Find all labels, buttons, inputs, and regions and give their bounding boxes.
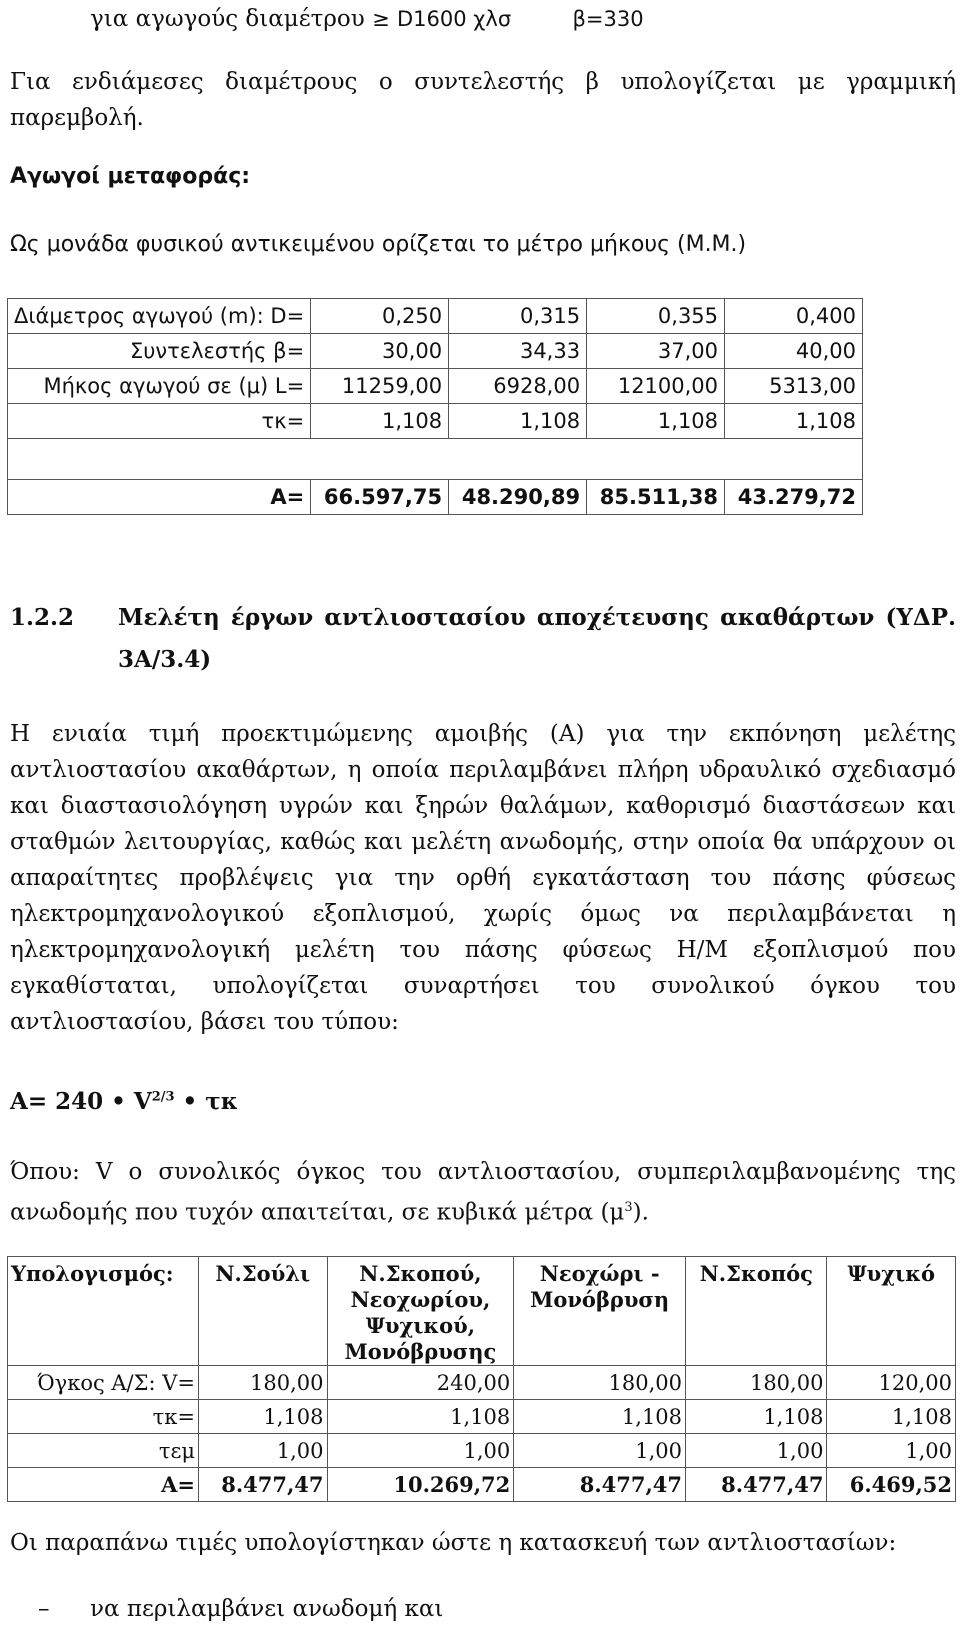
header-text: Νεοχωρίου, — [350, 1287, 491, 1312]
table-cell: 1,108 — [587, 404, 725, 439]
table-row — [8, 1400, 956, 1434]
cubic-superscript: 3 — [624, 1200, 633, 1215]
table-row — [8, 1434, 956, 1468]
table-cell: 0,315 — [449, 299, 587, 334]
fee-line-4: σταθμών λειτουργίας, καθώς και μελέτη ανωδομής, στην οποία θα υπάρχουν οι — [10, 829, 956, 855]
table-cell: 1,108 — [311, 404, 449, 439]
table-cell: 1,108 — [725, 404, 863, 439]
where-line-2 — [10, 1190, 649, 1231]
fee-line-7: ηλεκτρομηχανολογική μελέτη του πάσης φύσεως Η/Μ εξοπλισμού που — [10, 937, 956, 963]
header-skopou-group — [327, 1257, 514, 1366]
fee-line-1: Η ενιαία τιμή προεκτιμώμενης αμοιβής (Α) για την εκπόνηση μελέτης — [10, 721, 956, 747]
ge-symbol: ≥ — [372, 7, 390, 31]
header-text: Ν.Σκοπού, — [359, 1261, 482, 1286]
pump-station-fee-table — [7, 1256, 956, 1502]
table-header-row — [8, 1257, 956, 1366]
table-cell: 10.269,72 — [327, 1468, 514, 1502]
formula-exponent: 2/3 — [151, 1089, 175, 1105]
table-cell: 1,00 — [827, 1434, 956, 1468]
header-skopos — [686, 1257, 827, 1366]
interp-line-1: Για ενδιάμεσες διαμέτρους ο συντελεστής β υπολογίζεται με γραμμική — [10, 69, 956, 95]
table-cell: 1,00 — [514, 1434, 686, 1468]
empty-cell — [8, 439, 863, 480]
fee-line-9: αντλιοστασίου, βάσει του τύπου: — [10, 1009, 399, 1035]
table-row — [8, 334, 863, 369]
table-cell: 1,00 — [199, 1434, 328, 1468]
row-label: τκ= — [8, 1400, 199, 1434]
bullet-text: να περιλαμβάνει ανωδομή και — [90, 1596, 444, 1622]
fee-line-5: απαραίτητες προβλέψεις για την ορθή εγκατάσταση του πάσης φύσεως — [10, 865, 956, 891]
section-number: 1.2.2 — [10, 604, 75, 631]
closing-sentence: Οι παραπάνω τιμές υπολογίστηκαν ώστε η κατασκευή των αντλιοστασίων: — [10, 1530, 897, 1556]
table-cell: 8.477,47 — [199, 1468, 328, 1502]
table-cell: 40,00 — [725, 334, 863, 369]
bullet-dash: – — [38, 1596, 50, 1622]
where-line-1: Όπου: V ο συνολικός όγκος του αντλιοστασίου, συμπεριλαμβανομένης της — [10, 1159, 956, 1185]
table-cell: 1,108 — [199, 1400, 328, 1434]
header-neochori-monovrysi — [514, 1257, 686, 1366]
fee-line-6: ηλεκτρομηχανολογικού εξοπλισμού, χωρίς όμως να περιλαμβάνεται η — [10, 901, 956, 927]
section-title-line-1: Μελέτη έργων αντλιοστασίου αποχέτευσης ακαθάρτων (ΥΔΡ. — [118, 604, 956, 631]
table-cell: 6928,00 — [449, 369, 587, 404]
table-row — [8, 404, 863, 439]
table-cell: 12100,00 — [587, 369, 725, 404]
table-cell: 240,00 — [327, 1366, 514, 1400]
header-souli — [199, 1257, 328, 1366]
table-cell: 0,355 — [587, 299, 725, 334]
row-label: Διάμετρος αγωγού (m): D= — [8, 299, 311, 334]
diameter-text: για αγωγούς διαμέτρου — [90, 6, 365, 32]
beta-value: β=330 — [572, 7, 644, 31]
table-cell: 180,00 — [199, 1366, 328, 1400]
where-text: ανωδομής που τυχόν απαιτείται, σε κυβικά μέτρα (μ — [10, 1199, 625, 1226]
table-cell: 6.469,52 — [827, 1468, 956, 1502]
table-cell: 34,33 — [449, 334, 587, 369]
row-label: Όγκος Α/Σ: V= — [8, 1366, 199, 1400]
fee-formula — [10, 1088, 238, 1115]
header-text: Μονόβρυση — [530, 1287, 670, 1312]
header-text: Ν.Σκοπός — [699, 1261, 813, 1286]
table-cell: 5313,00 — [725, 369, 863, 404]
header-calculation — [8, 1257, 199, 1366]
where-end: ). — [632, 1199, 649, 1226]
diameter-line — [90, 6, 644, 32]
table-cell: 0,400 — [725, 299, 863, 334]
table-row-total — [8, 1468, 956, 1502]
table-cell: 180,00 — [686, 1366, 827, 1400]
header-psychiko — [827, 1257, 956, 1366]
table-cell: 120,00 — [827, 1366, 956, 1400]
pipes-fee-table — [7, 298, 863, 515]
fee-line-3: και διαστασιολόγηση υγρών και ξηρών θαλάμων, καθορισμό διαστάσεων και — [10, 793, 956, 819]
formula-tail: • τκ — [174, 1088, 238, 1115]
table-cell: 1,108 — [449, 404, 587, 439]
row-label: A= — [8, 1468, 199, 1502]
header-text: Υπολογισμός: — [11, 1261, 174, 1286]
table-row — [8, 369, 863, 404]
row-label: τκ= — [8, 404, 311, 439]
fee-line-8: εγκαθίσταται, υπολογίζεται συναρτήσει του συνολικού όγκου του — [10, 973, 956, 999]
section-title-line-2: 3Α/3.4) — [118, 646, 212, 673]
row-label: τεμ — [8, 1434, 199, 1468]
row-label: Συντελεστής β= — [8, 334, 311, 369]
table-cell: 66.597,75 — [311, 480, 449, 515]
table-cell: 1,108 — [327, 1400, 514, 1434]
heading-transport-pipes: Αγωγοί μεταφοράς: — [10, 164, 251, 189]
table-cell: 8.477,47 — [686, 1468, 827, 1502]
table-cell: 37,00 — [587, 334, 725, 369]
interp-line-2: παρεμβολή. — [10, 105, 144, 131]
header-text: Ν.Σούλι — [215, 1261, 311, 1286]
header-text: Νεοχώρι - — [539, 1261, 660, 1286]
table-cell: 30,00 — [311, 334, 449, 369]
table-cell: 8.477,47 — [514, 1468, 686, 1502]
table-cell: 85.511,38 — [587, 480, 725, 515]
table-cell: 11259,00 — [311, 369, 449, 404]
header-text: Ψυχικό — [847, 1261, 935, 1286]
table-row-total — [8, 480, 863, 515]
table-cell: 1,00 — [686, 1434, 827, 1468]
unit-definition: Ως μονάδα φυσικού αντικειμένου ορίζεται το μέτρο μήκους (Μ.Μ.) — [10, 232, 747, 257]
table-cell: 0,250 — [311, 299, 449, 334]
header-text: Ψυχικού, — [365, 1313, 476, 1338]
header-text: Μονόβρυσης — [344, 1339, 497, 1364]
table-cell: 43.279,72 — [725, 480, 863, 515]
formula-base: A= 240 • V — [10, 1088, 152, 1115]
table-row — [8, 1366, 956, 1400]
table-row — [8, 299, 863, 334]
table-cell: 180,00 — [514, 1366, 686, 1400]
fee-line-2: αντλιοστασίου ακαθάρτων, η οποία περιλαμβάνει πλήρη υδραυλικό σχεδιασμό — [10, 757, 956, 783]
row-label: A= — [8, 480, 311, 515]
table-cell: 1,108 — [514, 1400, 686, 1434]
table-cell: 48.290,89 — [449, 480, 587, 515]
diameter-value: D1600 χλσ — [396, 7, 512, 31]
table-row-empty — [8, 439, 863, 480]
table-cell: 1,00 — [327, 1434, 514, 1468]
row-label: Μήκος αγωγού σε (μ) L= — [8, 369, 311, 404]
table-cell: 1,108 — [686, 1400, 827, 1434]
table-cell: 1,108 — [827, 1400, 956, 1434]
